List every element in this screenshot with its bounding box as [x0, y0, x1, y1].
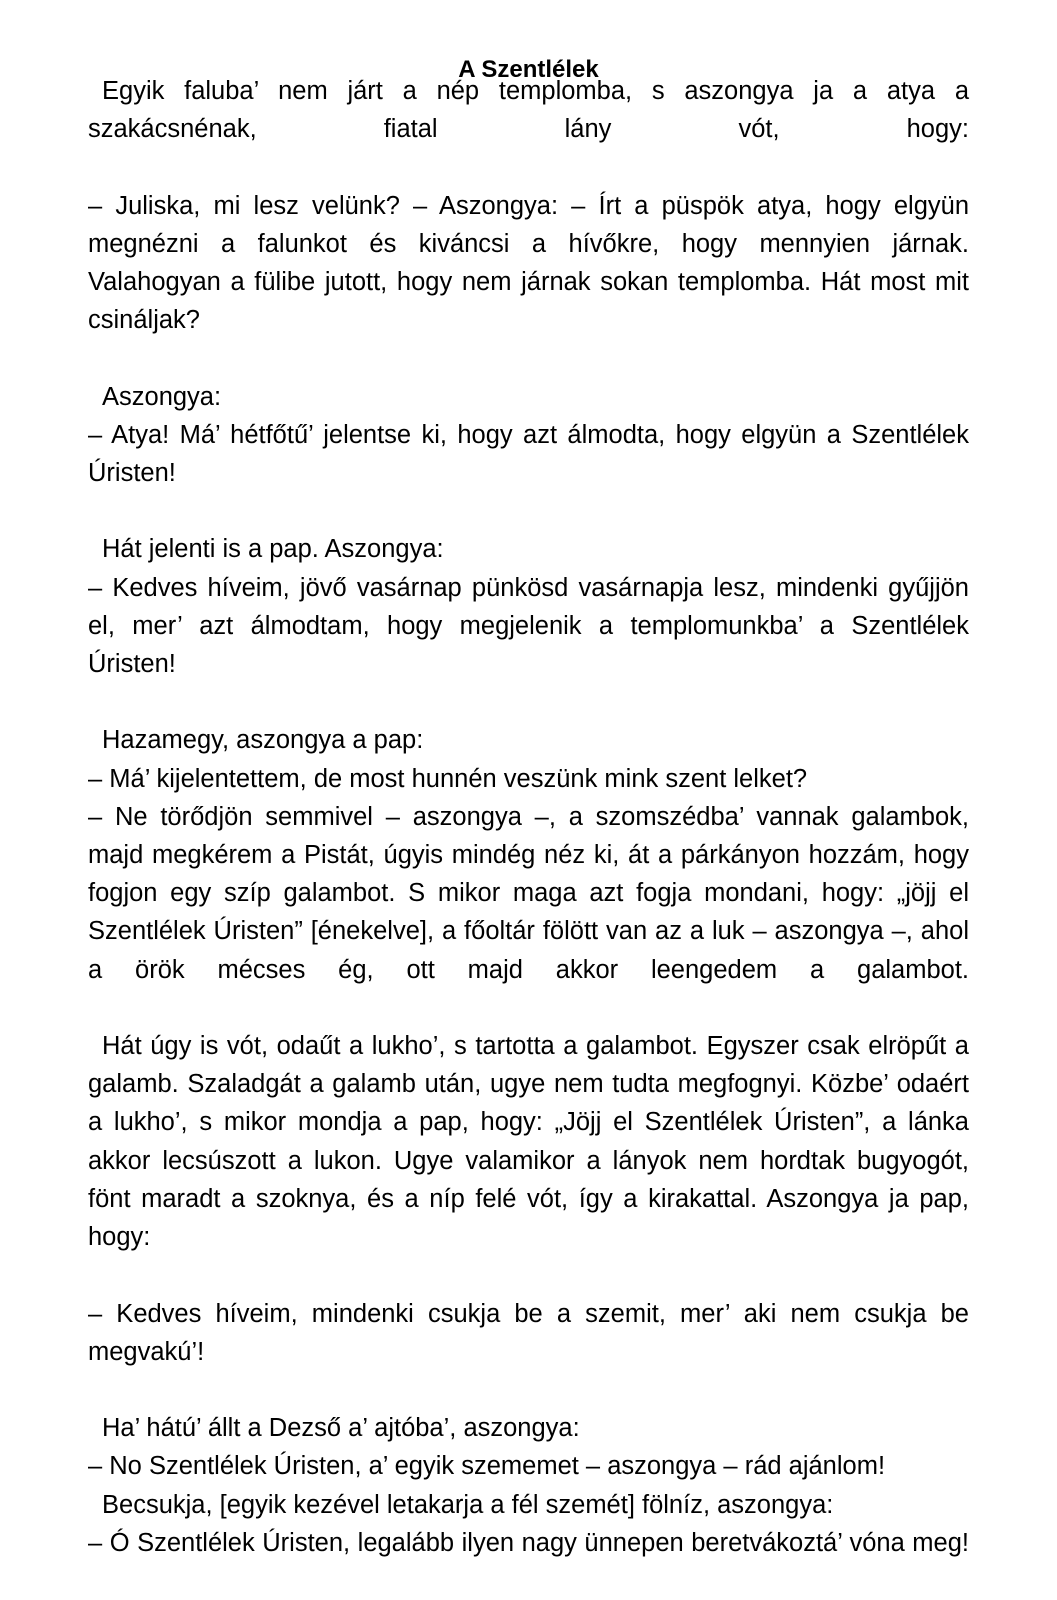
narrative-paragraph: Ha’ hátú’ állt a Dezső a’ ajtóba’, aszongya: [102, 1414, 580, 1443]
dialogue-line: – Má’ kijelentettem, de most hunnén veszünk mink szent lelket? [88, 764, 808, 793]
document-body [88, 0, 969, 1600]
dialogue-line: – Kedves híveim, jövő vasárnap pünkösd vasárnapja lesz, mindenki gyűjjön el, mer’ azt álmodtam, hogy megjelenik a templomunkba’ a Szentlélek Úristen! [88, 573, 969, 679]
narrative-paragraph: Egyik faluba’ nem járt a nép templomba, s aszongya ja a atya a szakácsnénak, fiatal lány vót, hogy: [88, 77, 969, 144]
narrative-paragraph: Aszongya: [102, 382, 222, 411]
dialogue-line: – No Szentlélek Úristen, a’ egyik szememet – aszongya – rád ajánlom! [88, 1452, 886, 1481]
narrative-paragraph: Becsukja, [egyik kezével letakarja a fél szemét] fölníz, aszongya: [102, 1490, 834, 1519]
narrative-paragraph: Hát úgy is vót, odaűt a lukho’, s tartotta a galambot. Egyszer csak elröpűt a galamb. Szaladgát a galamb után, ugye nem tudta megfognyi. Közbe’ odaért a lukho’, s mikor mondja a pap, hogy: „Jöjj el Szentlélek Úristen”, a lánka akkor lecsúszott a lukon. Ugye valamikor a lányok nem hordtak bugyogót, fönt maradt a szoknya, és a níp felé vót, így a kirakattal. Aszongya ja pap, hogy: [88, 1032, 969, 1252]
dialogue-line: – Atya! Má’ hétfőtű’ jelentse ki, hogy azt álmodta, hogy elgyün a Szentlélek Úristen! [88, 420, 969, 488]
page-title: A Szentlélek [458, 56, 599, 83]
dialogue-line: – Kedves híveim, mindenki csukja be a szemit, mer’ aki nem csukja be megvakú’! [88, 1299, 969, 1366]
narrative-paragraph: Hát jelenti is a pap. Aszongya: [102, 535, 444, 564]
dialogue-line: – Ne törődjön semmivel – aszongya –, a szomszédba’ vannak galambok, majd megkérem a Pistát, úgyis mindég néz ki, át a párkányon hozzám, hogy fogjon egy szíp galambot. S mikor maga azt fogja mondani, hogy: „jöjj el Szentlélek Úristen” [énekelve], a főoltár fölött van az a luk – aszongya –, ahol a örök mécses ég, ott majd akkor leengedem a galambot. [88, 802, 969, 984]
dialogue-line: – Juliska, mi lesz velünk? – Aszongya: – Írt a püspök atya, hogy elgyün megnézni a falunkot és kiváncsi a hívőkre, hogy mennyien járnak. Valahogyan a fülibe jutott, hogy nem járnak sokan templomba. Hát most mit csináljak? [88, 191, 969, 335]
narrative-paragraph: Hazamegy, aszongya a pap: [102, 726, 424, 755]
dialogue-line: – Ó Szentlélek Úristen, legalább ilyen nagy ünnepen beretvákoztá’ vóna meg! [88, 1528, 969, 1557]
